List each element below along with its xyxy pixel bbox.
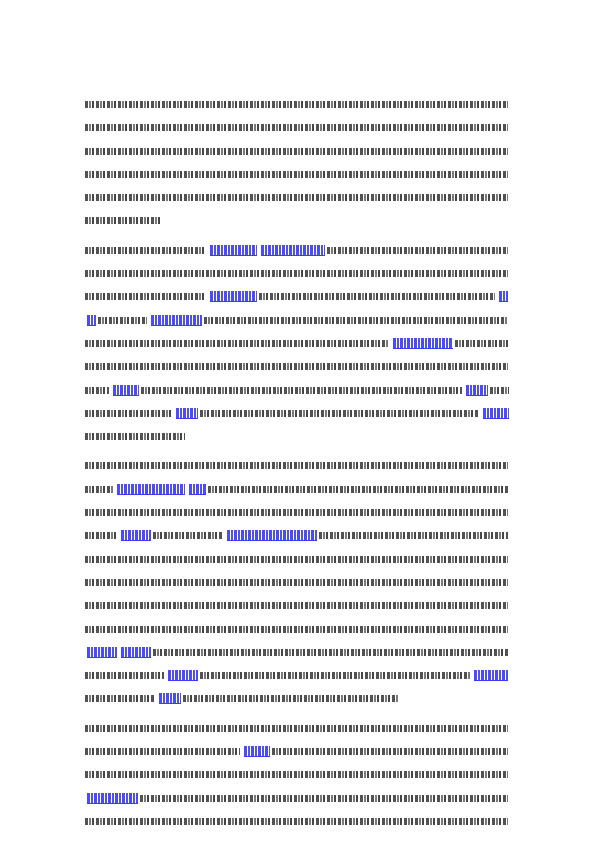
text-run [85,171,508,178]
text-run [85,410,172,417]
text-run [141,387,462,394]
text-run [85,748,240,755]
text-run [85,293,206,300]
text-run [85,363,508,370]
text-line [85,527,510,550]
text-run [140,795,508,802]
text-line [85,644,510,667]
text-run [85,148,508,155]
text-run [85,387,109,394]
paragraph [85,242,510,452]
text-run [85,217,160,224]
hyperlink[interactable] [87,315,96,326]
text-run [85,725,508,732]
text-run [272,748,508,755]
text-line [85,189,510,212]
hyperlink[interactable] [483,408,509,419]
text-line [85,335,510,358]
text-run [85,486,113,493]
text-line [85,428,510,451]
text-run [85,462,508,469]
text-run [183,695,398,702]
text-line [85,143,510,166]
text-line [85,265,510,288]
text-line [85,212,510,235]
text-run [85,556,508,563]
hyperlink[interactable] [117,484,185,495]
hyperlink[interactable] [499,291,508,302]
hyperlink[interactable] [393,338,453,349]
text-run [85,579,508,586]
text-line [85,96,510,119]
text-run [85,695,155,702]
hyperlink[interactable] [87,793,138,804]
hyperlink[interactable] [168,670,198,681]
text-run [98,317,147,324]
text-line [85,288,510,311]
text-run [85,340,389,347]
text-line [85,242,510,265]
text-line [85,382,510,405]
text-line [85,551,510,574]
text-run [85,194,508,201]
text-line [85,597,510,620]
text-line [85,574,510,597]
text-run [200,672,470,679]
text-line [85,790,510,813]
hyperlink[interactable] [159,693,181,704]
text-run [490,387,509,394]
hyperlink[interactable] [151,315,202,326]
text-run [85,532,117,539]
text-run [153,649,508,656]
hyperlink[interactable] [189,484,206,495]
hyperlink[interactable] [113,385,139,396]
hyperlink[interactable] [466,385,488,396]
hyperlink[interactable] [121,530,151,541]
hyperlink[interactable] [474,670,508,681]
text-run [319,532,508,539]
text-run [85,818,508,825]
text-line [85,813,510,836]
text-run [259,293,495,300]
text-line [85,358,510,381]
text-line [85,504,510,527]
document-body [85,96,510,842]
text-run [85,270,508,277]
hyperlink[interactable] [244,746,270,757]
text-line [85,667,510,690]
hyperlink[interactable] [261,245,325,256]
text-run [85,602,508,609]
text-run [455,340,508,347]
hyperlink[interactable] [227,530,317,541]
text-line [85,457,510,480]
hyperlink[interactable] [121,647,151,658]
paragraph [85,457,510,713]
text-run [85,247,206,254]
text-run [85,672,164,679]
text-run [204,317,508,324]
paragraph [85,720,510,836]
text-run [85,433,185,440]
text-run [153,532,223,539]
hyperlink[interactable] [210,245,257,256]
text-line [85,405,510,428]
hyperlink[interactable] [176,408,198,419]
text-run [85,124,508,131]
text-run [200,410,479,417]
text-run [85,626,508,633]
text-run [327,247,508,254]
text-line [85,166,510,189]
text-run [85,101,508,108]
text-run [85,771,508,778]
paragraph [85,96,510,236]
text-line [85,766,510,789]
hyperlink[interactable] [210,291,257,302]
text-line [85,621,510,644]
text-line [85,743,510,766]
text-line [85,312,510,335]
text-run [208,486,508,493]
text-line [85,690,510,713]
text-run [85,509,508,516]
text-line [85,720,510,743]
hyperlink[interactable] [87,647,117,658]
text-line [85,481,510,504]
text-line [85,119,510,142]
